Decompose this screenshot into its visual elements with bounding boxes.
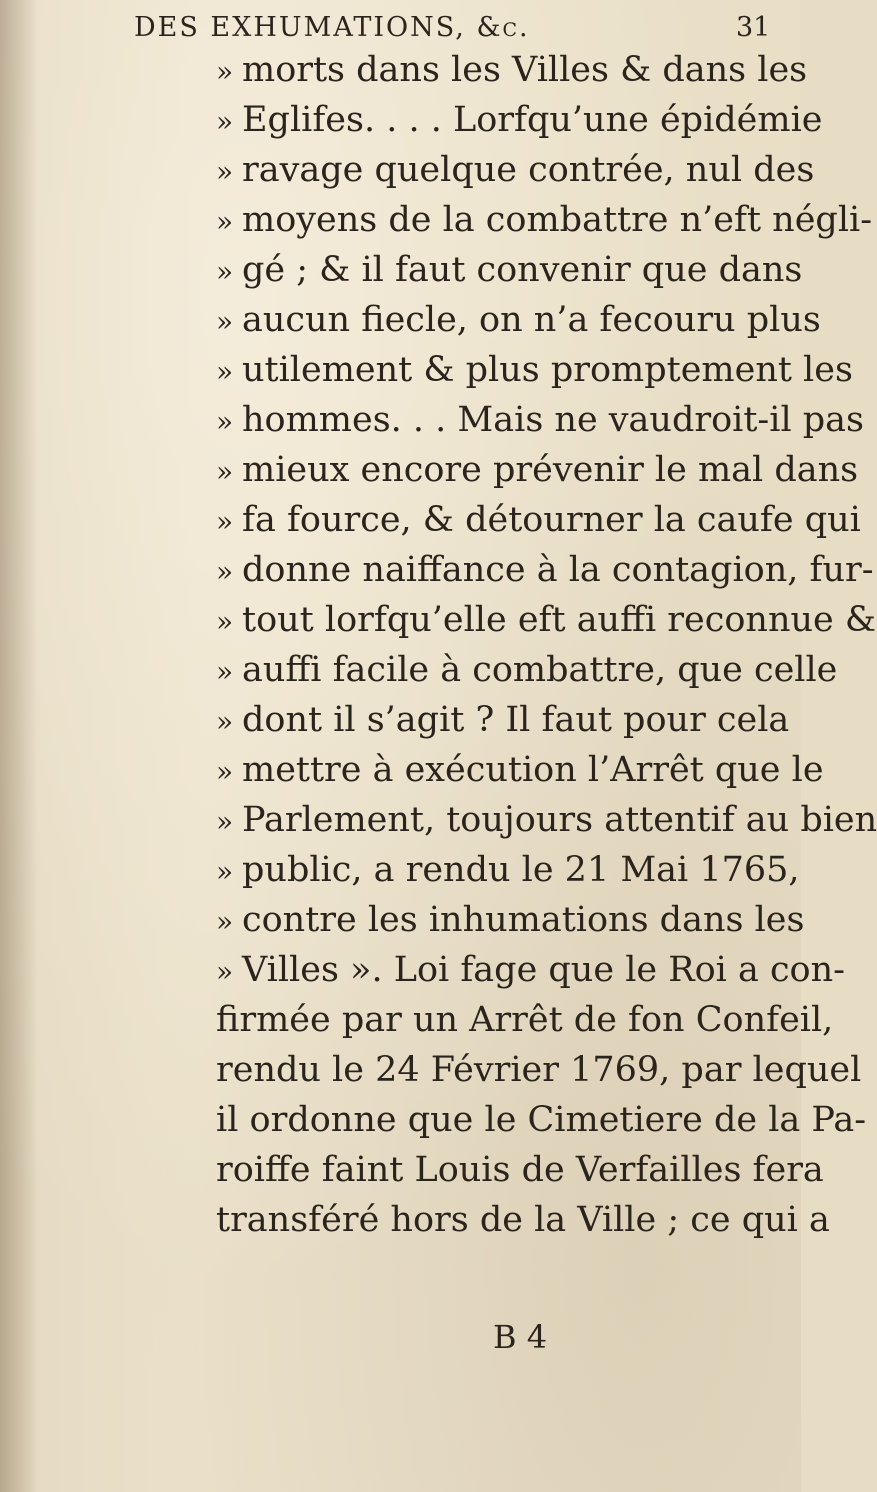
text-line bbox=[216, 546, 874, 594]
line-text: utilement & plus promptement les bbox=[242, 350, 853, 390]
text-line bbox=[216, 96, 823, 144]
line-text: donne naiffance à la contagion, fur- bbox=[242, 550, 874, 590]
line-text: Parlement, toujours attentif au bien bbox=[242, 800, 877, 840]
line-text: Villes ». Loi fage que le Roi a con- bbox=[242, 950, 845, 990]
line-text: public, a rendu le 21 Mai 1765, bbox=[242, 850, 800, 890]
quote-mark: » bbox=[216, 55, 234, 88]
text-line bbox=[216, 996, 834, 1044]
quote-mark: » bbox=[216, 555, 234, 588]
text-line bbox=[216, 496, 861, 544]
quote-mark: » bbox=[216, 505, 234, 538]
quote-mark: » bbox=[216, 855, 234, 888]
line-text: il ordonne que le Cimetiere de la Pa- bbox=[216, 1100, 867, 1140]
quote-mark: » bbox=[216, 205, 234, 238]
line-text: moyens de la combattre n’eft négli- bbox=[242, 200, 873, 240]
quote-mark: » bbox=[216, 155, 234, 188]
text-line bbox=[216, 1146, 824, 1194]
quote-mark: » bbox=[216, 255, 234, 288]
text-line bbox=[216, 746, 824, 794]
page-number: 31 bbox=[736, 12, 771, 43]
quote-mark: » bbox=[216, 955, 234, 988]
text-line bbox=[216, 696, 790, 744]
text-line bbox=[216, 246, 803, 294]
text-line bbox=[216, 946, 845, 994]
text-line bbox=[216, 796, 877, 844]
quote-mark: » bbox=[216, 105, 234, 138]
line-text: Eglifes. . . . Lorfqu’une épidémie bbox=[242, 100, 823, 140]
text-line bbox=[216, 1096, 867, 1144]
line-text: mettre à exécution l’Arrêt que le bbox=[242, 750, 824, 790]
text-line bbox=[216, 1046, 862, 1094]
running-head-title: DES EXHUMATIONS, &c. bbox=[134, 12, 530, 43]
text-line bbox=[216, 1196, 830, 1244]
text-line bbox=[216, 896, 805, 944]
quote-mark: » bbox=[216, 805, 234, 838]
line-text: hommes. . . Mais ne vaudroit-il pas bbox=[242, 400, 865, 440]
quote-mark: » bbox=[216, 455, 234, 488]
line-text: tout lorfqu’elle eft auffi reconnue & bbox=[242, 600, 877, 640]
line-text: roiffe faint Louis de Verfailles fera bbox=[216, 1150, 824, 1190]
quote-mark: » bbox=[216, 355, 234, 388]
quote-mark: » bbox=[216, 305, 234, 338]
line-text: morts dans les Villes & dans les bbox=[242, 50, 808, 90]
quote-mark: » bbox=[216, 755, 234, 788]
quote-mark: » bbox=[216, 605, 234, 638]
line-text: auffi facile à combattre, que celle bbox=[242, 650, 838, 690]
text-line bbox=[216, 396, 865, 444]
line-text: ravage quelque contrée, nul des bbox=[242, 150, 815, 190]
text-line bbox=[216, 446, 859, 494]
line-text: gé ; & il faut convenir que dans bbox=[242, 250, 803, 290]
text-line bbox=[216, 646, 838, 694]
text-line bbox=[216, 296, 821, 344]
signature-mark: B 4 bbox=[493, 1318, 548, 1356]
text-line bbox=[216, 146, 815, 194]
quote-mark: » bbox=[216, 905, 234, 938]
quote-mark: » bbox=[216, 655, 234, 688]
text-line bbox=[216, 346, 853, 394]
text-line bbox=[216, 196, 873, 244]
line-text: aucun fiecle, on n’a fecouru plus bbox=[242, 300, 821, 340]
quote-mark: » bbox=[216, 405, 234, 438]
line-text: transféré hors de la Ville ; ce qui a bbox=[216, 1200, 830, 1240]
line-text: rendu le 24 Février 1769, par lequel bbox=[216, 1050, 862, 1090]
line-text: dont il s’agit ? Il faut pour cela bbox=[242, 700, 790, 740]
line-text: fa fource, & détourner la caufe qui bbox=[242, 500, 861, 540]
quote-mark: » bbox=[216, 705, 234, 738]
page-gutter-shadow bbox=[0, 0, 38, 1492]
text-line bbox=[216, 596, 877, 644]
line-text: contre les inhumations dans les bbox=[242, 900, 805, 940]
line-text: firmée par un Arrêt de fon Confeil, bbox=[216, 1000, 834, 1040]
text-line bbox=[216, 46, 808, 94]
text-line bbox=[216, 846, 800, 894]
line-text: mieux encore prévenir le mal dans bbox=[242, 450, 859, 490]
